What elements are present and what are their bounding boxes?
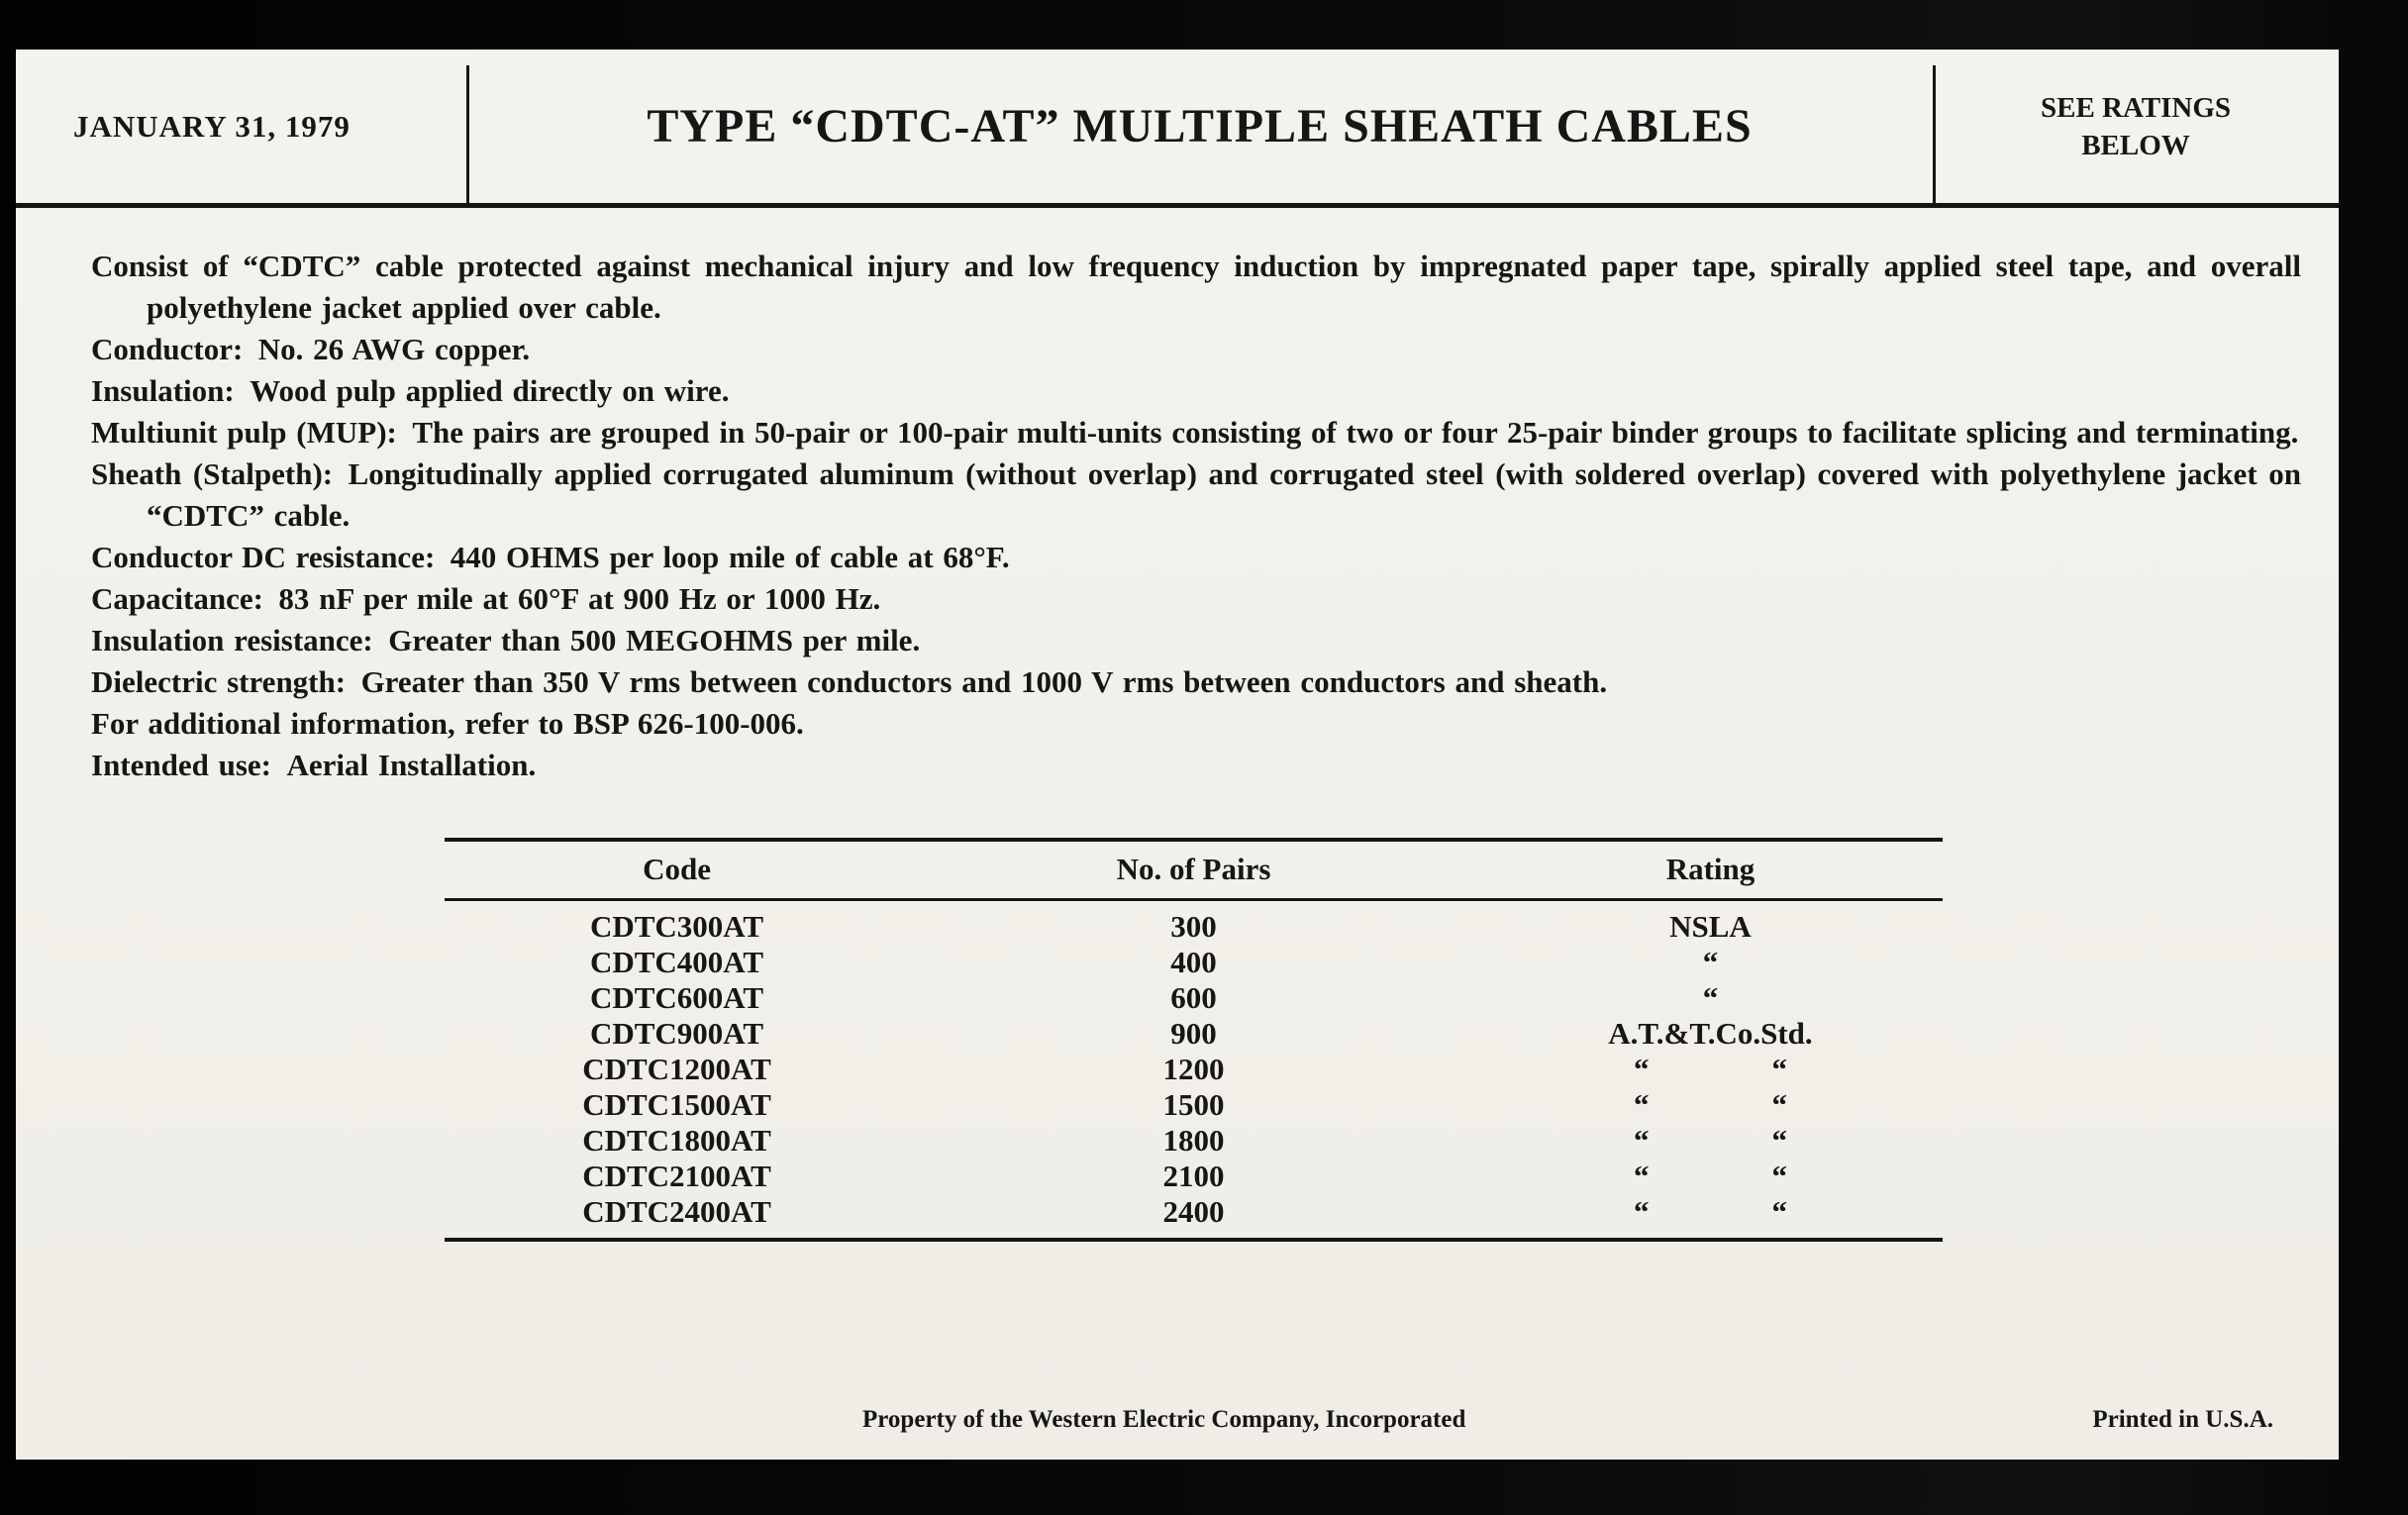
spec-line-consist: Consist of “CDTC” cable protected against mechanical injury and low frequency induction by impregnated paper tape, spirally applied steel tape, and overall polyethylene jacket applied over cable. <box>91 249 2301 325</box>
cell-rating: “ <box>1702 944 1719 979</box>
ratings-note <box>1933 50 2339 203</box>
cell-pairs: 300 <box>1170 908 1217 944</box>
footer-printed-note: Printed in U.S.A. <box>2092 1406 2273 1433</box>
spec-line-additional-info: For additional information, refer to BSP 626-100-006. <box>91 706 804 741</box>
cell-rating: NSLA <box>1669 908 1752 944</box>
ratings-table <box>445 838 1943 1242</box>
spec-line-capacitance: Capacitance: 83 nF per mile at 60°F at 900 Hz or 1000 Hz. <box>91 581 881 616</box>
ratings-table-section <box>445 838 1943 1242</box>
cell-code: CDTC300AT <box>589 908 764 944</box>
cell-rating: “ “ <box>1633 1158 1787 1193</box>
spec-line-dielectric-strength: Dielectric strength: Greater than 350 V rms between conductors and 1000 V rms between conductors and sheath. <box>91 664 1608 699</box>
spec-line-intended-use: Intended use: Aerial Installation. <box>91 748 537 782</box>
cell-rating: “ “ <box>1633 1193 1787 1229</box>
table-row <box>445 980 1943 1016</box>
document-page <box>16 50 2339 1460</box>
ratings-note-line1: SEE RATINGS <box>2040 91 2232 124</box>
table-row <box>445 899 1943 945</box>
cell-pairs: 1200 <box>1162 1051 1225 1086</box>
table-row <box>445 1087 1943 1123</box>
ratings-note-line2: BELOW <box>2081 129 2190 161</box>
cell-pairs: 1500 <box>1162 1086 1225 1122</box>
cell-pairs: 2400 <box>1162 1193 1225 1229</box>
table-header-row <box>445 840 1943 899</box>
specification-text <box>91 246 2301 786</box>
spec-line-insulation: Insulation: Wood pulp applied directly on wire. <box>91 373 730 408</box>
cell-code: CDTC1800AT <box>582 1122 771 1158</box>
table-row <box>445 1052 1943 1087</box>
document-footer <box>16 1406 2339 1444</box>
footer-property-note: Property of the Western Electric Company, Incorporated <box>862 1406 1466 1433</box>
spec-line-multiunit-pulp: Multiunit pulp (MUP): The pairs are grouped in 50-pair or 100-pair multi-units consisting of two or four 25-pair binder groups to facilitate splicing and terminating. <box>91 415 2299 450</box>
cell-rating: “ “ <box>1633 1086 1787 1122</box>
header-divider-right <box>1933 65 1936 203</box>
document-title: TYPE “CDTC-AT” MULTIPLE SHEATH CABLES <box>647 100 1753 152</box>
spec-line-sheath: Sheath (Stalpeth): Longitudinally applied corrugated aluminum (without overlap) and corrugated steel (with soldered overlap) covered with polyethylene jacket on “CDTC” cable. <box>91 456 2301 533</box>
document-date: JANUARY 31, 1979 <box>73 108 351 144</box>
table-header-pairs: No. of Pairs <box>909 840 1478 899</box>
cell-code: CDTC2100AT <box>582 1158 771 1193</box>
table-header-rating: Rating <box>1478 840 1943 899</box>
header-divider-left <box>466 65 469 203</box>
cell-pairs: 400 <box>1170 944 1217 979</box>
table-row <box>445 945 1943 980</box>
cell-rating: “ “ <box>1633 1122 1787 1158</box>
document-header <box>16 50 2339 208</box>
cell-rating: “ “ <box>1633 1051 1787 1086</box>
cell-code: CDTC2400AT <box>582 1193 771 1229</box>
cell-code: CDTC1200AT <box>582 1051 771 1086</box>
cell-pairs: 600 <box>1170 979 1217 1015</box>
cell-code: CDTC900AT <box>589 1015 764 1051</box>
spec-line-insulation-resistance: Insulation resistance: Greater than 500 MEGOHMS per mile. <box>91 623 921 657</box>
cell-code: CDTC400AT <box>589 944 764 979</box>
cell-rating: “ <box>1702 979 1719 1015</box>
table-row <box>445 1159 1943 1194</box>
cell-pairs: 2100 <box>1162 1158 1225 1193</box>
table-row <box>445 1016 1943 1052</box>
spec-line-dc-resistance: Conductor DC resistance: 440 OHMS per loop mile of cable at 68°F. <box>91 540 1010 574</box>
cell-pairs: 900 <box>1170 1015 1217 1051</box>
cell-rating: A.T.&T.Co.Std. <box>1608 1015 1813 1051</box>
cell-pairs: 1800 <box>1162 1122 1225 1158</box>
table-row <box>445 1123 1943 1159</box>
table-row <box>445 1194 1943 1240</box>
cell-code: CDTC1500AT <box>582 1086 771 1122</box>
cell-code: CDTC600AT <box>589 979 764 1015</box>
table-header-code: Code <box>445 840 909 899</box>
spec-line-conductor: Conductor: No. 26 AWG copper. <box>91 332 531 366</box>
